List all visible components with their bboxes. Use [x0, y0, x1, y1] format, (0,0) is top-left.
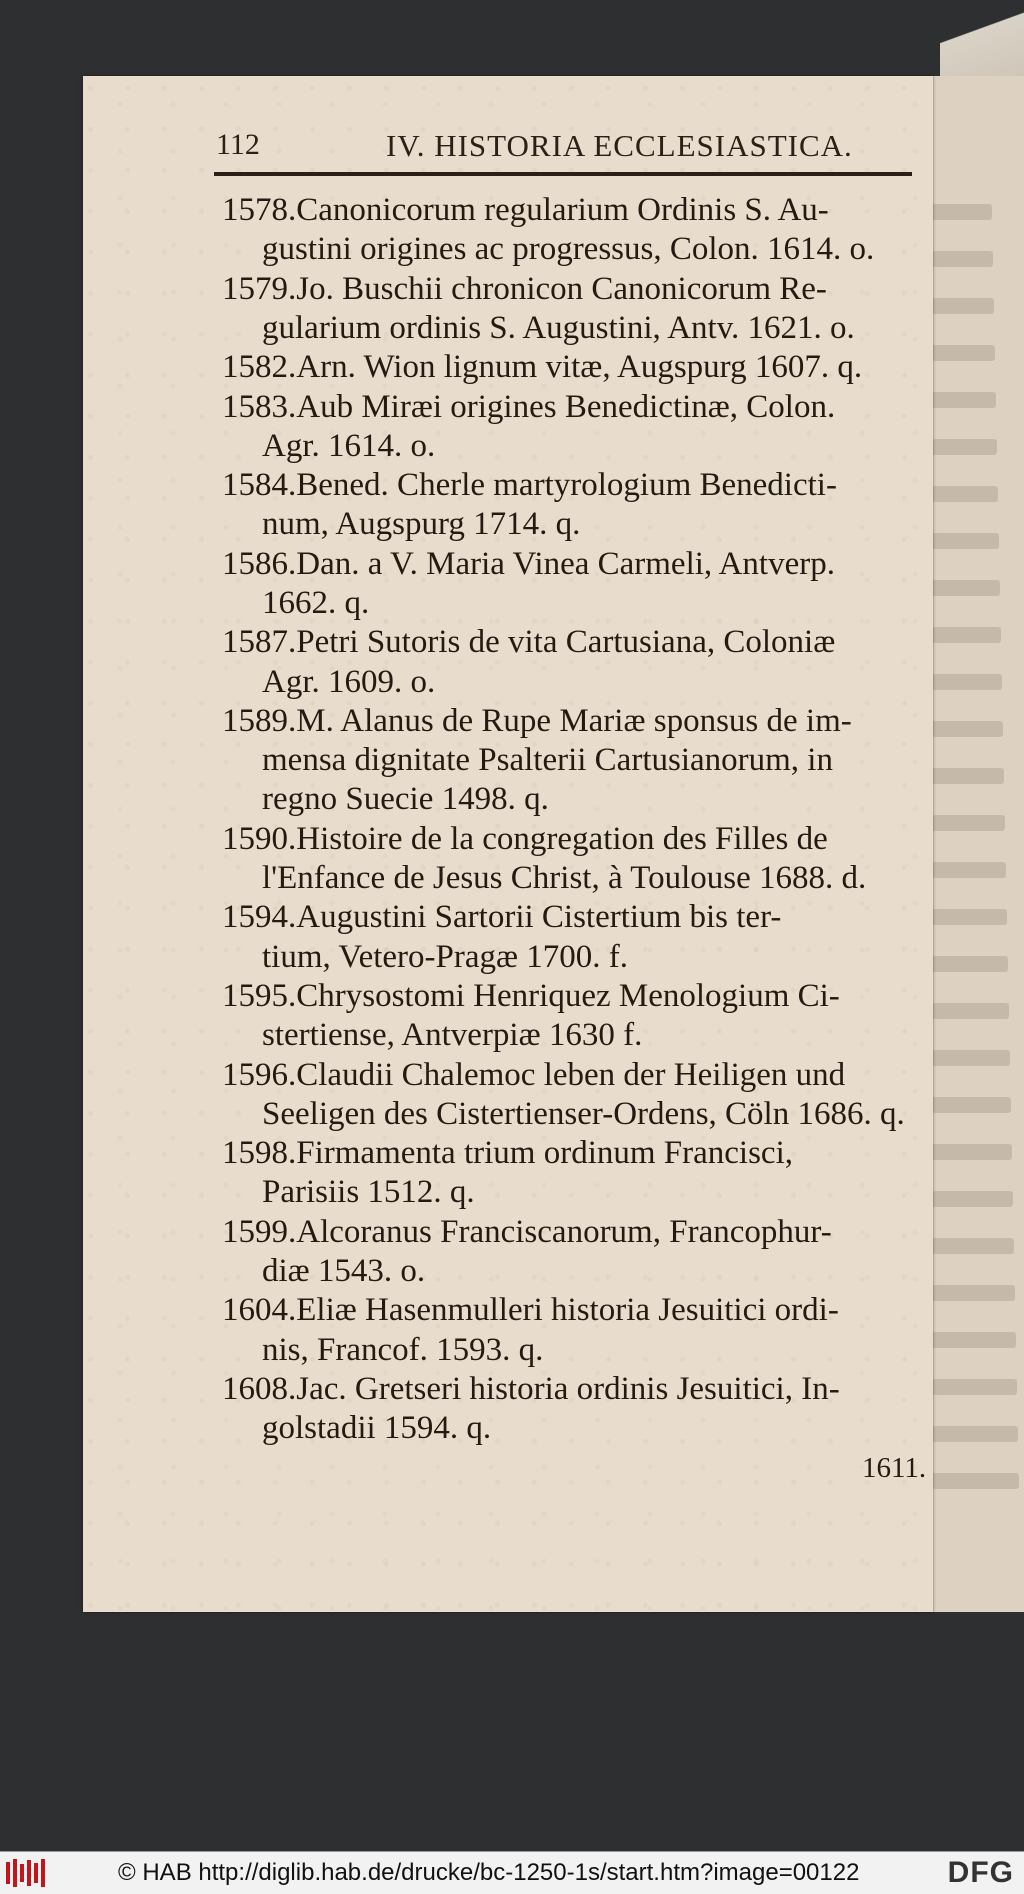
- entry-number: 1598.: [222, 1135, 297, 1171]
- entry-text: Jo. Buschii chronicon Canonicorum Re-: [296, 271, 827, 307]
- entry-number: 1595.: [222, 978, 297, 1014]
- facing-page-ghost-text: [932, 1191, 1013, 1207]
- entry-continuation-line: Parisiis 1512. q.: [262, 1174, 475, 1210]
- facing-page-ghost-text: [932, 909, 1007, 925]
- entry-text: Claudii Chalemoc leben der Heiligen und: [296, 1057, 846, 1093]
- entry-first-line: [222, 1212, 832, 1252]
- facing-page-ghost-text: [932, 1050, 1010, 1066]
- entry-first-line: [222, 190, 829, 230]
- running-title: IV. HISTORIA ECCLESIASTICA.: [386, 128, 853, 163]
- entry-first-line: [222, 387, 835, 427]
- facing-page-ghost-text: [932, 1003, 1009, 1019]
- entry-first-line: [222, 1290, 839, 1330]
- facing-page-ghost-text: [932, 768, 1004, 784]
- facing-page-ghost-text: [932, 674, 1002, 690]
- facing-page-ghost-text: [932, 1285, 1015, 1301]
- facing-page-ghost-text: [932, 721, 1003, 737]
- entry-continuation-line: l'Enfance de Jesus Christ, à Toulouse 1688. d.: [262, 860, 867, 896]
- entry-text: Aub Miræi origines Benedictinæ, Colon.: [296, 389, 836, 425]
- facing-page-edge: [924, 76, 1024, 1612]
- facing-page-ghost-text: [932, 298, 994, 314]
- facing-page-ghost-text: [932, 627, 1001, 643]
- entry-number: 1599.: [222, 1214, 297, 1250]
- running-header: [134, 128, 914, 170]
- entry-number: 1586.: [222, 546, 297, 582]
- entry-first-line: [222, 347, 862, 387]
- entry-number: 1578.: [222, 192, 297, 228]
- facing-page-ghost-text: [932, 862, 1006, 878]
- entry-continuation-line: stertiense, Antverpiæ 1630 f.: [262, 1017, 643, 1053]
- entry-number: 1582.: [222, 349, 297, 385]
- facing-page-ghost-text: [932, 251, 993, 267]
- entry-first-line: [222, 269, 827, 309]
- entry-number: 1584.: [222, 467, 297, 503]
- facing-page-ghost-text: [932, 1332, 1016, 1348]
- entry-continuation-line: diæ 1543. o.: [262, 1253, 426, 1289]
- entry-number: 1590.: [222, 821, 297, 857]
- entry-continuation-line: Seeligen des Cistertienser-Ordens, Cöln 1686. q.: [262, 1096, 905, 1132]
- page-corner: [940, 0, 1024, 76]
- entry-first-line: [222, 819, 828, 859]
- entry-text: Augustini Sartorii Cistertium bis ter-: [296, 899, 782, 935]
- entry-continuation-line: golstadii 1594. q.: [262, 1410, 492, 1446]
- entry-continuation-line: nis, Francof. 1593. q.: [262, 1332, 544, 1368]
- entry-text: M. Alanus de Rupe Mariæ sponsus de im-: [296, 703, 852, 739]
- entry-continuation-line: regno Suecie 1498. q.: [262, 781, 549, 817]
- facing-page-ghost-text: [932, 815, 1005, 831]
- entry-first-line: [222, 544, 835, 584]
- facing-page-ghost-text: [932, 439, 997, 455]
- entry-number: 1587.: [222, 624, 297, 660]
- entry-continuation-line: gustini origines ac progressus, Colon. 1614. o.: [262, 231, 875, 267]
- entry-text: Histoire de la congregation des Filles de: [296, 821, 828, 857]
- entry-text: Eliæ Hasenmulleri historia Jesuitici ordi-: [296, 1292, 839, 1328]
- facing-page-ghost-text: [932, 1473, 1019, 1489]
- facing-page-ghost-text: [932, 956, 1008, 972]
- entry-text: Bened. Cherle martyrologium Benedicti-: [296, 467, 837, 503]
- entry-text: Canonicorum regularium Ordinis S. Au-: [296, 192, 829, 228]
- facing-page-ghost-text: [932, 1097, 1011, 1113]
- dfg-logo: DFG: [947, 1856, 1014, 1889]
- viewer-footer-bar: [0, 1851, 1024, 1894]
- entry-text: Chrysostomi Henriquez Menologium Ci-: [296, 978, 840, 1014]
- facing-page-ghost-text: [932, 392, 996, 408]
- entry-first-line: [222, 701, 852, 741]
- entry-text: Jac. Gretseri historia ordinis Jesuitici, In-: [296, 1371, 840, 1407]
- entry-first-line: [222, 465, 837, 505]
- facing-page-ghost-text: [932, 1426, 1018, 1442]
- entry-number: 1608.: [222, 1371, 297, 1407]
- entry-number: 1604.: [222, 1292, 297, 1328]
- hab-logo-icon: [6, 1859, 46, 1887]
- facing-page-ghost-text: [932, 1144, 1012, 1160]
- entry-first-line: [222, 976, 840, 1016]
- entry-continuation-line: Agr. 1609. o.: [262, 664, 436, 700]
- facing-page-ghost-text: [932, 1379, 1017, 1395]
- source-url[interactable]: © HAB http://diglib.hab.de/drucke/bc-1250-1s/start.htm?image=00122: [118, 1859, 860, 1886]
- facing-page-ghost-text: [932, 486, 998, 502]
- entry-first-line: [222, 622, 835, 662]
- entry-continuation-line: mensa dignitate Psalterii Cartusianorum, in: [262, 742, 833, 778]
- entry-text: Firmamenta trium ordinum Francisci,: [296, 1135, 793, 1171]
- entry-text: Dan. a V. Maria Vinea Carmeli, Antverp.: [296, 546, 835, 582]
- entry-continuation-line: num, Augspurg 1714. q.: [262, 506, 581, 542]
- facing-page-ghost-text: [932, 1238, 1014, 1254]
- entry-first-line: [222, 1133, 793, 1173]
- entry-number: 1579.: [222, 271, 297, 307]
- entry-continuation-line: gularium ordinis S. Augustini, Antv. 1621. o.: [262, 310, 855, 346]
- entry-number: 1583.: [222, 389, 297, 425]
- entry-text: Petri Sutoris de vita Cartusiana, Coloniæ: [296, 624, 836, 660]
- entry-number: 1596.: [222, 1057, 297, 1093]
- entry-text: Arn. Wion lignum vitæ, Augspurg 1607. q.: [296, 349, 863, 385]
- entry-continuation-line: Agr. 1614. o.: [262, 428, 436, 464]
- entry-number: 1589.: [222, 703, 297, 739]
- facing-page-ghost-text: [932, 204, 992, 220]
- entry-first-line: [222, 1055, 845, 1095]
- entry-text: Alcoranus Franciscanorum, Francophur-: [296, 1214, 832, 1250]
- catchword: 1611.: [862, 1452, 927, 1484]
- entry-continuation-line: 1662. q.: [262, 585, 370, 621]
- page-number: 112: [216, 128, 260, 161]
- facing-page-ghost-text: [932, 345, 995, 361]
- entry-number: 1594.: [222, 899, 297, 935]
- facing-page-ghost-text: [932, 580, 1000, 596]
- facing-page-ghost-text: [932, 533, 999, 549]
- entry-first-line: [222, 897, 781, 937]
- entry-first-line: [222, 1369, 840, 1409]
- header-rule: [214, 172, 912, 176]
- entry-continuation-line: tium, Vetero-Pragæ 1700. f.: [262, 939, 629, 975]
